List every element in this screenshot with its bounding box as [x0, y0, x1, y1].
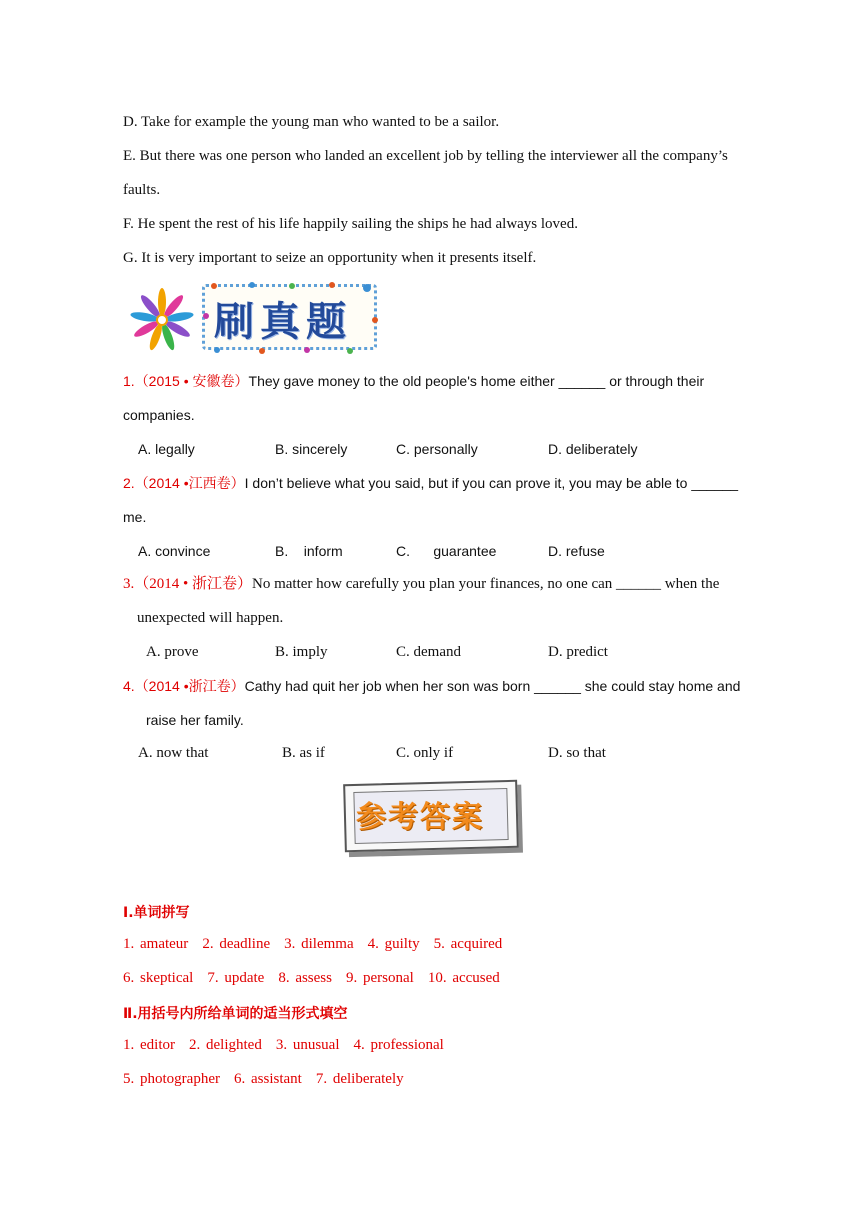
question-4-number: 4.	[123, 678, 135, 694]
answer-section-2-row-1	[123, 1037, 444, 1054]
reading-option-f: F. He spent the rest of his life happily sailing the ships he had always loved.	[123, 216, 578, 232]
answer-section-1-row-1	[123, 936, 502, 953]
question-2-option-a: A. convince	[138, 543, 211, 559]
answer-item: 7. update	[207, 970, 265, 986]
reading-option-d: D. Take for example the young man who wanted to be a sailor.	[123, 114, 500, 130]
banner-title: 参考答案	[356, 800, 484, 835]
question-4-source: （2014 •浙江卷）	[134, 678, 245, 694]
question-3-line2: unexpected will happen.	[137, 610, 284, 626]
question-4-option-c: C. only if	[396, 745, 454, 761]
answer-item: 3. unusual	[275, 1037, 340, 1053]
question-2-line2: me.	[123, 509, 147, 525]
reading-option-e: E. But there was one person who landed an excellent job by telling the interviewer all the company’s	[123, 148, 728, 164]
answer-item: 8. assess	[278, 970, 332, 986]
question-4-option-b: B. as if	[282, 745, 325, 761]
banner-title: 刷真题	[214, 299, 352, 345]
question-3-option-c: C. demand	[396, 644, 461, 660]
answer-section-2-row-2	[123, 1071, 404, 1088]
question-1-line1	[123, 372, 739, 390]
exam-questions-banner	[122, 280, 384, 356]
question-1-number: 1.	[123, 373, 135, 389]
question-1-option-c: C. personally	[396, 441, 478, 457]
question-4-line2: raise her family.	[146, 712, 244, 728]
answer-item: 6. assistant	[233, 1071, 302, 1087]
answer-item: 7. deliberately	[315, 1071, 404, 1087]
question-2-option-b: B. inform	[275, 543, 343, 559]
answer-section-1-row-2	[123, 970, 500, 987]
question-2-option-d: D. refuse	[548, 543, 605, 559]
question-1-stem: They gave money to the old people's home either ______ or through their	[248, 373, 705, 389]
question-3-source: （2014 • 浙江卷）	[134, 576, 253, 592]
question-4-stem: Cathy had quit her job when her son was born ______ she could stay home and	[244, 678, 741, 694]
question-1-source: （2015 • 安徽卷）	[134, 373, 249, 389]
answer-item: 9. personal	[345, 970, 414, 986]
answer-item: 4. professional	[353, 1037, 444, 1053]
question-1-option-a: A. legally	[138, 441, 195, 457]
question-2-stem: I don’t believe what you said, but if you can prove it, you may be able to ______	[244, 475, 739, 491]
question-2-option-c: C. guarantee	[396, 543, 497, 559]
answer-item: 5. acquired	[433, 936, 503, 952]
question-3-option-b: B. imply	[275, 644, 328, 660]
reading-option-g: G. It is very important to seize an opportunity when it presents itself.	[123, 250, 537, 266]
answer-section-1-title: Ⅰ.单词拼写	[123, 905, 190, 921]
question-2-line1	[123, 474, 738, 492]
answer-item: 3. dilemma	[284, 936, 354, 952]
question-3-stem: No matter how carefully you plan your finances, no one can ______ when the	[252, 576, 720, 592]
answer-item: 2. deadline	[202, 936, 271, 952]
question-3-number: 3.	[123, 576, 135, 592]
question-4-option-d: D. so that	[548, 745, 606, 761]
question-1-option-b: B. sincerely	[275, 441, 348, 457]
answer-item: 6. skeptical	[123, 970, 194, 986]
question-3-option-a: A. prove	[146, 644, 199, 660]
question-4-option-a: A. now that	[138, 745, 209, 761]
question-2-source: （2014 •江西卷）	[134, 475, 245, 491]
answer-section-2-title: Ⅱ.用括号内所给单词的适当形式填空	[123, 1006, 348, 1022]
question-1-line2: companies.	[123, 407, 195, 423]
answer-item: 4. guilty	[367, 936, 420, 952]
question-2-number: 2.	[123, 475, 135, 491]
answer-item: 1. editor	[123, 1037, 175, 1053]
answer-key-banner	[334, 776, 526, 854]
answer-item: 5. photographer	[123, 1071, 220, 1087]
question-1-option-d: D. deliberately	[548, 441, 638, 457]
answer-item: 1. amateur	[123, 936, 189, 952]
answer-item: 2. delighted	[189, 1037, 262, 1053]
answer-item: 10. accused	[427, 970, 500, 986]
reading-option-e-continued: faults.	[123, 182, 161, 198]
question-3-option-d: D. predict	[548, 644, 608, 660]
question-4-line1	[123, 677, 739, 695]
question-3-line1	[123, 575, 739, 593]
